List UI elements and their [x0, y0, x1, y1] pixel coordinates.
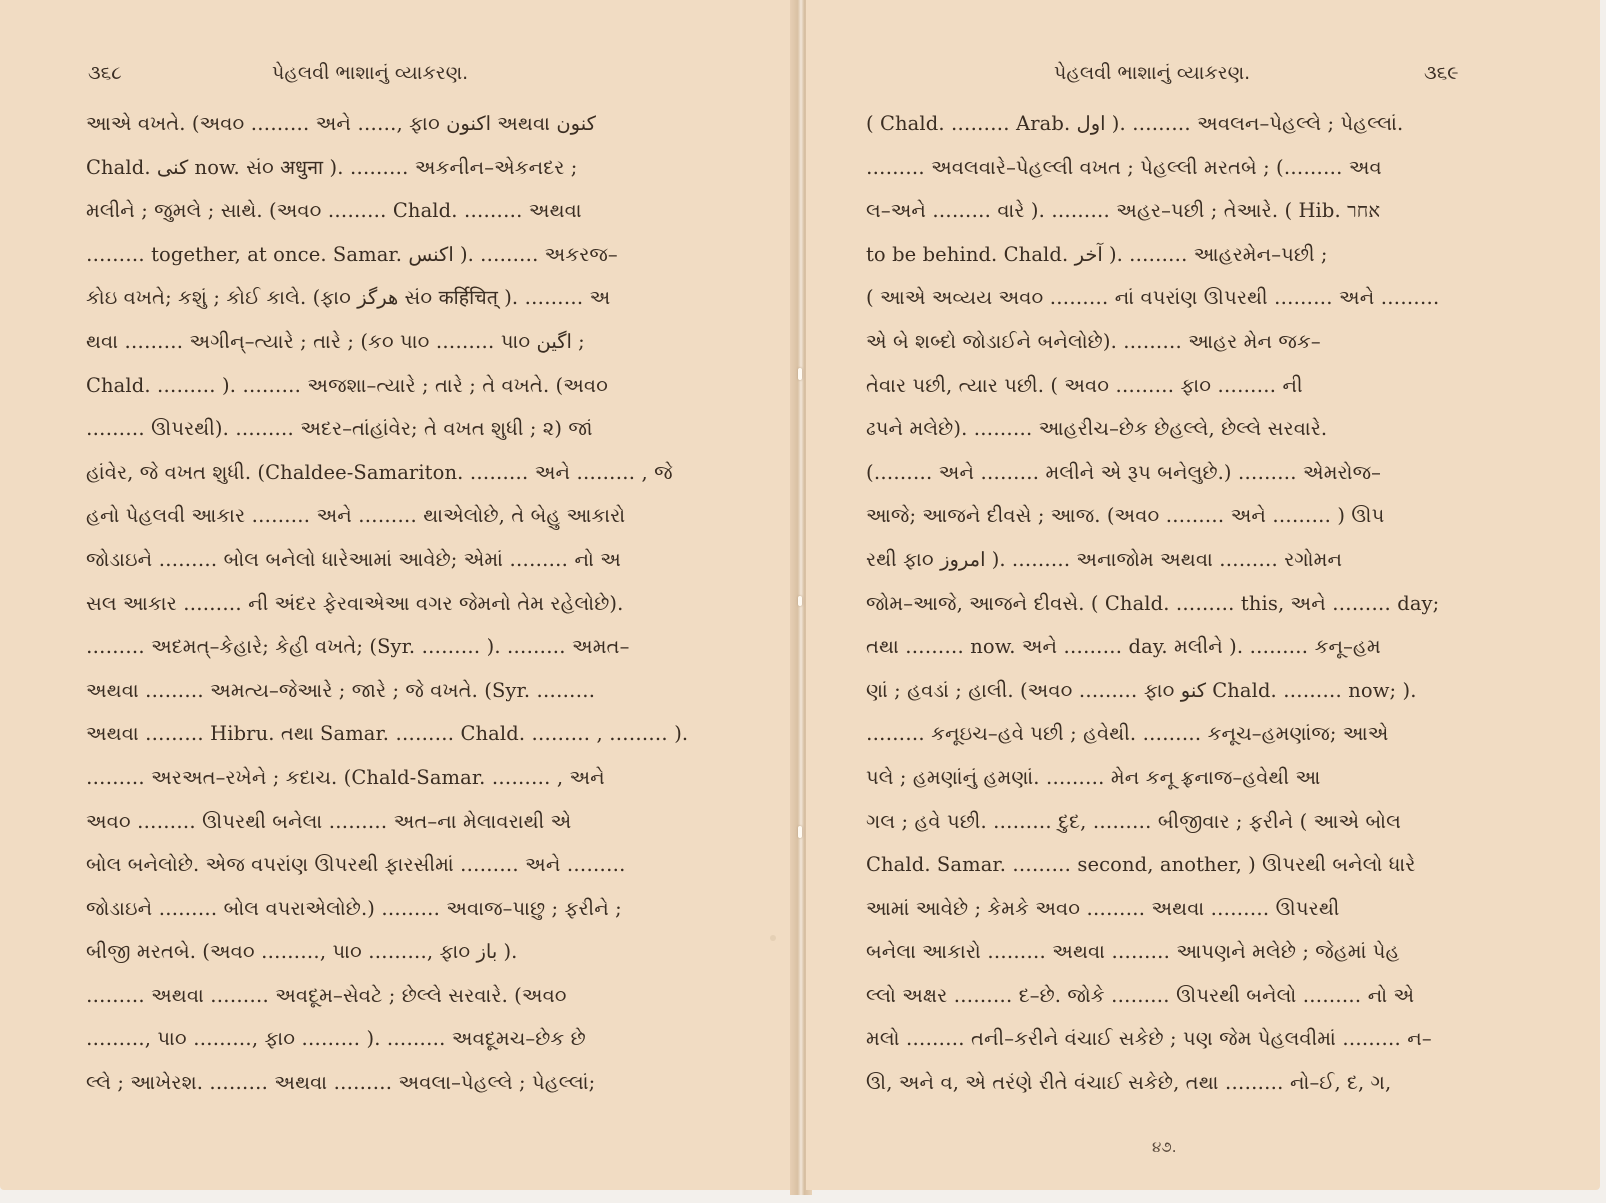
page-number: ૩૬૯ [1424, 62, 1459, 84]
text-line: ઊ, અને વ, એ તરંણે રીતે વંચાઈ સકેછે, તથા ……… નો–ઈ, દ, ગ, [866, 1071, 1392, 1095]
text-line: હનો પેહલવી આકાર ……… અને ……… થાએલોછે, તે બેહુ આકારો [86, 504, 626, 528]
running-title: પેહલવી ભાશાનું વ્યાકરણ. [1054, 62, 1251, 84]
left-page [0, 0, 796, 1190]
text-line: Chald. کنی now. સં૦ अधुना ). ……… અકનીન–એકનદર ; [86, 155, 578, 179]
text-line: Chald. Samar. ……… second, another, ) ઊપરથી બનેલો ધારે [866, 853, 1416, 877]
text-line: પલે ; હમણાંનું હમણાં. ……… મેન કનૂ ફ્રનાજ–હવેથી આ [866, 765, 1321, 789]
text-line: મલો ……… તની–કરીને વંચાઈ સકેછે ; પણ જેમ પેહલવીમાં ……… ન– [866, 1027, 1432, 1051]
text-line: જોડાઇને ……… બોલ બનેલો ધારેઆમાં આવેછે; એમાં ……… નો અ [86, 547, 621, 571]
text-line: ગલ ; હવે પછી. ……… દુદ, ……… બીજીવાર ; ફરીને ( આએ બોલ [866, 809, 1401, 833]
text-line: ઢપને મલેછે). ……… આહરીચ–છેક છેહલ્લે, છેલ્લે સરવારે. [866, 417, 1328, 441]
text-line: તેવાર પછી, ત્યાર પછી. ( અવ૦ ……… ફા૦ ……… ની [866, 373, 1303, 397]
text-line: ……… ઊપરથી). ……… અદર–તાંહાંવેર; તે વખત શુધી ; ૨) જાં [86, 417, 593, 441]
text-line: આમાં આવેછે ; કેમકે અવ૦ ……… અથવા ……… ઊપરથી [866, 896, 1340, 920]
text-line: ……… અથવા ……… અવદૂમ–સેવટે ; છેલ્લે સરવારે. (અવ૦ [86, 983, 567, 1007]
right-page [806, 0, 1600, 1190]
text-line: હાંવેર, જે વખત શુધી. (Chaldee-Samariton. ……… અને ……… , જે [86, 460, 673, 484]
text-line: બનેલા આકારો ……… અથવા ……… આપણને મલેછે ; જેહમાં પેહ [866, 940, 1400, 964]
text-line: અથવા ……… Hibru. તથા Samar. ……… Chald. ……… , ……… ). [86, 722, 689, 746]
text-line: ( આએ અવ્યય અવ૦ ……… નાં વપરાંણ ઊપરથી ……… અને ……… [866, 286, 1440, 310]
text-line: ( Chald. ……… Arab. اول ). ……… અવલન–પેહલ્લે ; પેહલ્લાં. [866, 112, 1404, 135]
text-line: જોડાઇને ……… બોલ વપરાએલોછે.) ……… અવાજ–પાછુ ; ફરીને ; [86, 896, 622, 920]
text-line: રથી ફા૦ امروز ). ……… અનાજોમ અથવા ……… રગોમન [866, 547, 1343, 571]
text-line: તથા ……… now. અને ……… day. મલીને ). ……… કનૂ–હમ [866, 635, 1381, 659]
text-line: બોલ બનેલોછે. એજ વપરાંણ ઊપરથી ફારસીમાં ……… અને ……… [86, 853, 626, 877]
text-line: ……… together, at once. Samar. اکنس ). ……… અકરજ– [86, 242, 618, 266]
text-line: સલ આકાર ……… ની અંદર ફેરવાએઆ વગર જેમનો તેમ રહેલોછે). [86, 591, 624, 615]
text-line: લ–અને ……… વારે ). ……… અહર–પછી ; તેઆરે. ( Hib. אחר [866, 199, 1381, 223]
text-line: Chald. ……… ). ……… અજશા–ત્યારે ; તારે ; તે વખતે. (અવ૦ [86, 373, 609, 397]
binding-thread [798, 826, 802, 838]
text-line: એ બે શબ્દો જોડાઈને બનેલોછે). ……… આહર મેન જક– [866, 329, 1321, 353]
paper-spot [770, 935, 776, 941]
binding-thread [798, 596, 802, 606]
text-line: થવા ……… અગીન્–ત્યારે ; તારે ; (ક૦ પા૦ ……… પા૦ اگین ; [86, 329, 585, 353]
text-line: ……… અદમત્–કેહારે; કેહી વખતે; (Syr. ……… ). ……… અમત– [86, 635, 630, 659]
text-line: લ્લો અક્ષર ……… દ–છે. જોકે ……… ઊપરથી બનેલો ……… નો એ [866, 983, 1415, 1007]
text-line: મલીને ; જુમલે ; સાથે. (અવ૦ ……… Chald. ……… અથવા [86, 199, 582, 223]
text-line: ………, પા૦ ………, ફા૦ ……… ). ……… અવદૂમચ–છેક છે [86, 1027, 586, 1051]
text-line: અવ૦ ……… ઊપરથી બનેલા ……… અત–ના મેલાવરાથી એ [86, 809, 572, 833]
text-line: ……… અરઅત–રખેને ; કદાચ. (Chald-Samar. ……… , અને [86, 765, 605, 789]
text-line: (……… અને ……… મલીને એ રૂપ બનેલુછે.) ……… એમરોજ– [866, 460, 1382, 484]
page-number: ૩૬૮ [88, 62, 122, 84]
body-text [866, 102, 1496, 1105]
text-line: to be behind. Chald. آخر ). ……… આહરમેન–પછી ; [866, 242, 1328, 266]
signature-mark: ૪૭. [1152, 1138, 1177, 1156]
text-line: લ્લે ; આખેરશ. ……… અથવા ……… અવલા–પેહલ્લે ; પેહલ્લાં; [86, 1071, 596, 1095]
text-line: ણાં ; હવડાં ; હાલી. (અવ૦ ……… ફા૦ کنو Chald. ……… now; ). [866, 678, 1417, 702]
body-text [86, 102, 716, 1105]
text-line: ……… કનૂઇચ–હવે પછી ; હવેથી. ……… કનૂચ–હમણાંજ; આએ [866, 722, 1389, 746]
binding-thread [798, 368, 802, 380]
text-line: બીજી મરતબે. (અવ૦ ………, પા૦ ………, ફા૦ باز ). [86, 940, 518, 964]
running-title: પેહલવી ભાશાનું વ્યાકરણ. [272, 62, 469, 84]
text-line: આજે; આજને દીવસે ; આજ. (અવ૦ ……… અને ……… ) ઊપ [866, 504, 1385, 528]
text-line: ……… અવલવારે–પેહલ્લી વખત ; પેહલ્લી મરતબે ; (……… અવ [866, 155, 1382, 179]
text-line: જોમ–આજે, આજને દીવસે. ( Chald. ……… this, અને ……… day; [866, 591, 1440, 615]
text-line: અથવા ……… અમત્ય–જેઆરે ; જારે ; જે વખતે. (Syr. ……… [86, 678, 596, 702]
text-line: આએ વખતે. (અવ૦ ……… અને ……, ફા૦ اکنون અથવા کنون [86, 112, 596, 135]
text-line: કોઇ વખતે; કશું ; કોઈ કાલે. (ફા૦ هرگز સં૦ कर्हिचित् ). ……… અ [86, 286, 611, 310]
